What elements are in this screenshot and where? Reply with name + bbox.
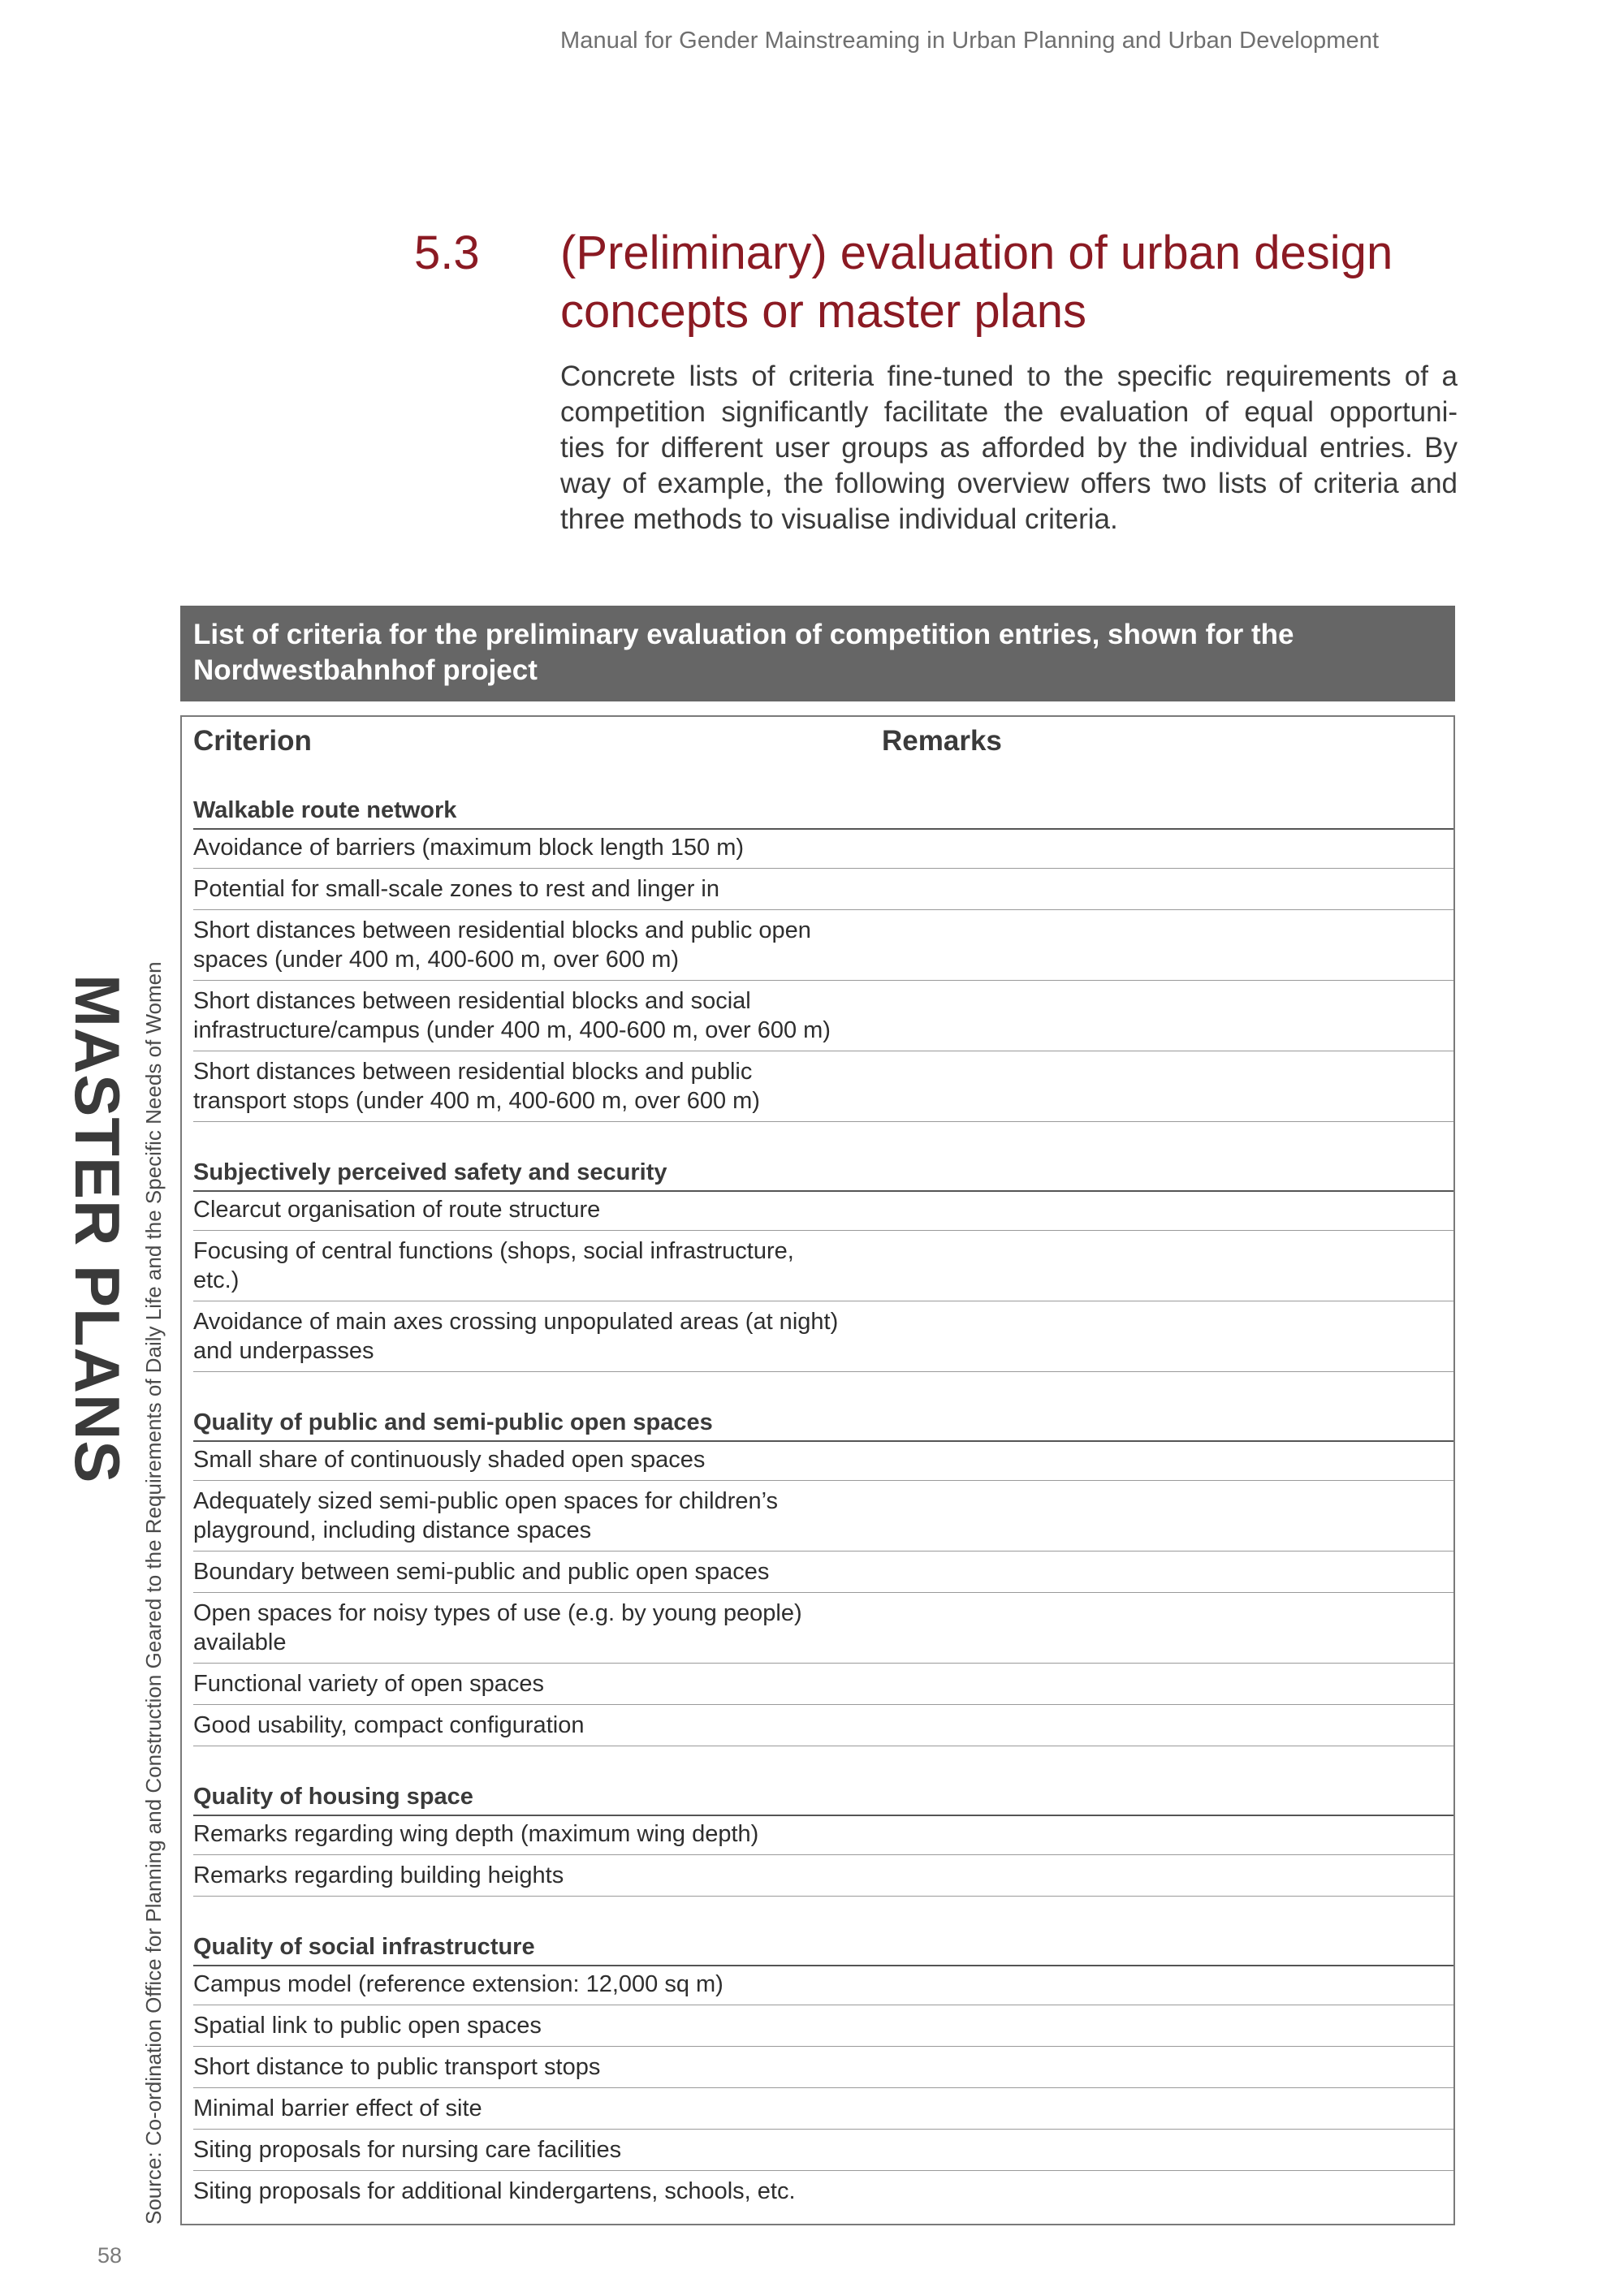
- criteria-row: [193, 1307, 1453, 1372]
- criteria-row: [193, 1599, 1453, 1664]
- intro-line: three methods to visualise individual criteria.: [560, 503, 1118, 535]
- criteria-row-text: Open spaces for noisy types of use (e.g. by young people): [193, 1600, 802, 1626]
- table-banner: [180, 606, 1455, 701]
- criteria-row: [193, 1669, 1453, 1705]
- criteria-row: [193, 2135, 1453, 2171]
- criteria-row: [193, 2052, 1453, 2088]
- section-title: [560, 224, 1478, 341]
- criteria-row-text: Siting proposals for nursing care facilities: [193, 2137, 622, 2163]
- criteria-row-text: Avoidance of barriers (maximum block length 150 m): [193, 835, 745, 861]
- criteria-group-title: Subjectively perceived safety and security: [193, 1158, 1453, 1192]
- page-number: 58: [97, 2243, 123, 2268]
- criteria-group-title: Walkable route network: [193, 796, 1453, 830]
- criteria-row: [193, 1557, 1453, 1593]
- criteria-row-text: Siting proposals for additional kindergartens, schools, etc.: [193, 2178, 796, 2204]
- section-number: 5.3: [414, 227, 480, 279]
- criteria-row-text: Small share of continuously shaded open spaces: [193, 1447, 706, 1473]
- criteria-row: [193, 2011, 1453, 2047]
- criteria-row-text: etc.): [193, 1267, 240, 1293]
- table-banner-line: Nordwestbahnhof project: [193, 654, 538, 686]
- source-note: Source: Co-ordination Office for Planning and Construction Geared to the Requirements of Daily Life and the Specific Needs of Women: [141, 961, 166, 2225]
- column-header-criterion: Criterion: [193, 725, 312, 757]
- criteria-row-text: Remarks regarding building heights: [193, 1862, 564, 1888]
- criteria-row-text: Campus model (reference extension: 12,000 sq m): [193, 1971, 723, 1997]
- criteria-row: [193, 2177, 1453, 2212]
- criteria-row-text: and underpasses: [193, 1338, 374, 1364]
- criteria-row-text: Short distances between residential blocks and public: [193, 1059, 753, 1085]
- intro-line: ties for different user groups as afforded by the individual entries. By: [560, 432, 1458, 464]
- criteria-group-title: Quality of housing space: [193, 1782, 1453, 1816]
- criteria-row-text: Potential for small-scale zones to rest and linger in: [193, 876, 719, 902]
- criteria-group-title: Quality of social infrastructure: [193, 1932, 1453, 1966]
- criteria-row-text: infrastructure/campus (under 400 m, 400-600 m, over 600 m): [193, 1017, 831, 1043]
- criteria-row: [193, 874, 1453, 910]
- section-title-line: concepts or master plans: [560, 285, 1086, 338]
- intro-line: Concrete lists of criteria fine-tuned to the specific requirements of a: [560, 360, 1458, 392]
- criteria-row-text: Clearcut organisation of route structure: [193, 1197, 601, 1223]
- running-header: Manual for Gender Mainstreaming in Urban Planning and Urban Development: [560, 28, 1380, 54]
- criteria-table: [180, 715, 1455, 2225]
- criteria-row: [193, 1970, 1453, 2005]
- criteria-row-text: Remarks regarding wing depth (maximum wing depth): [193, 1821, 759, 1847]
- criteria-row-text: Short distance to public transport stops: [193, 2054, 601, 2080]
- criteria-row-text: transport stops (under 400 m, 400-600 m, over 600 m): [193, 1088, 760, 1114]
- column-header-remarks: Remarks: [882, 725, 1002, 757]
- criteria-row: [193, 1236, 1453, 1301]
- criteria-row: [193, 1711, 1453, 1746]
- criteria-row: [193, 1487, 1453, 1552]
- criteria-row: [193, 1195, 1453, 1231]
- criteria-row: [193, 2094, 1453, 2130]
- section-title-line: (Preliminary) evaluation of urban design: [560, 227, 1393, 279]
- intro-paragraph: [560, 359, 1458, 537]
- criteria-row-text: Short distances between residential blocks and public open: [193, 917, 811, 943]
- chapter-side-title: MASTER PLANS: [62, 974, 133, 1484]
- criteria-row-text: Focusing of central functions (shops, social infrastructure,: [193, 1238, 794, 1264]
- criteria-group-title: Quality of public and semi-public open spaces: [193, 1408, 1453, 1442]
- criteria-row-text: Good usability, compact configuration: [193, 1712, 585, 1738]
- criteria-row: [193, 1819, 1453, 1855]
- criteria-row-text: Avoidance of main axes crossing unpopulated areas (at night): [193, 1309, 839, 1335]
- criteria-row: [193, 1861, 1453, 1897]
- criteria-row-text: Adequately sized semi-public open spaces for children’s: [193, 1488, 779, 1514]
- criteria-row: [193, 1445, 1453, 1481]
- criteria-row: [193, 1057, 1453, 1122]
- criteria-row-text: Boundary between semi-public and public open spaces: [193, 1559, 770, 1585]
- intro-line: way of example, the following overview offers two lists of criteria and: [560, 468, 1458, 499]
- criteria-row-text: spaces (under 400 m, 400-600 m, over 600 m): [193, 947, 680, 973]
- criteria-row: [193, 833, 1453, 869]
- criteria-row-text: available: [193, 1629, 287, 1655]
- criteria-row: [193, 916, 1453, 981]
- criteria-row-text: Functional variety of open spaces: [193, 1671, 545, 1697]
- criteria-row-text: Spatial link to public open spaces: [193, 2013, 542, 2039]
- table-banner-line: List of criteria for the preliminary evaluation of competition entries, shown for the: [193, 619, 1294, 650]
- criteria-row-text: Minimal barrier effect of site: [193, 2095, 482, 2121]
- intro-line: competition significantly facilitate the evaluation of equal opportuni-: [560, 396, 1458, 428]
- criteria-row-text: Short distances between residential blocks and social: [193, 988, 751, 1014]
- criteria-row-text: playground, including distance spaces: [193, 1517, 592, 1543]
- criteria-row: [193, 986, 1453, 1051]
